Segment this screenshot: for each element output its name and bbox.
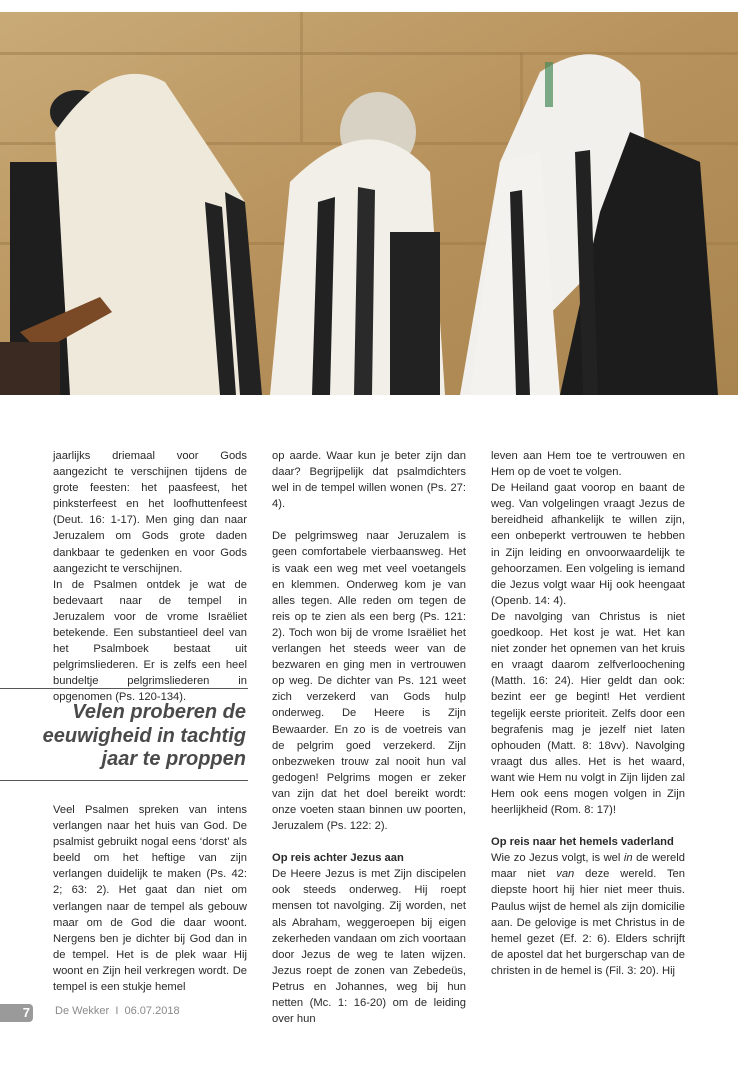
section-heading: Op reis achter Jezus aan: [272, 852, 404, 865]
paragraph: jaarlijks driemaal voor Gods aangezicht te verschijnen tijdens de grote feesten: het paasfeest, het pinksterfeest en het loofhuttenfeest (Deut. 16: 1-17). Men ging dan naar Jeruzalem om Gods grote daden dankbaar te gedenken en voor Gods aangezicht te verschijnen.: [53, 450, 247, 575]
column-1-top: [53, 448, 247, 706]
header-photo: [0, 12, 738, 395]
pull-quote-text: [6, 701, 246, 772]
paragraph: De Heiland gaat voorop en baant de weg. Van volgelingen vraagt Jezus de bereidheid afhankelijk te willen zijn, een onbeperkt vertrouwen te hebben in Zijn leiding en onvoorwaardelijk te gehoorzamen. Een volgeling is iemand die Jezus volgt waar Hij ook heengaat (Openb. 14: 4).: [491, 482, 685, 607]
pull-quote-line: Velen proberen de: [72, 701, 246, 723]
separator: I: [115, 1005, 119, 1017]
publication-info: [55, 1005, 180, 1017]
column-1-bottom: [53, 802, 247, 995]
pull-quote-line: jaar te proppen: [101, 748, 246, 770]
photo-western-wall-prayer-icon: [0, 12, 738, 395]
paragraph: Wie zo Jezus volgt, is wel in de wereld maar niet van deze wereld. Ten diepste hoort hij hier niet meer thuis. Paulus wijst de hemel als zijn domicilie aan. De gelovige is met Christus in de hemel gezet (Ef. 2: 6). Elders schrijft de apostel dat het burgerschap van de christen in de hemel is (Fil. 3: 20). Hij: [491, 852, 685, 977]
pull-quote: [0, 688, 248, 781]
column-3: [491, 448, 685, 979]
section-heading: Op reis naar het hemels vaderland: [491, 836, 674, 849]
paragraph: leven aan Hem toe te vertrouwen en Hem op de voet te volgen.: [491, 450, 685, 479]
publication-name: De Wekker: [55, 1005, 110, 1017]
pull-quote-line: eeuwigheid in tachtig: [42, 724, 246, 747]
page-number: 7: [0, 1004, 33, 1022]
paragraph: Veel Psalmen spreken van intens verlangen naar het huis van God. De psalmist gebruikt nogal eens ‘dorst’ als beeld om het heftige van zijn verlangen duidelijk te maken (Ps. 42: 2; 63: 2). Het gaat dan niet om verlangen naar de tempel als gebouw maar om de God die daar woont. Nergens ben je dichter bij God dan in de tempel. Het is de plek waar Hij woont en Zijn heil verkregen wordt. De tempel is een stukje hemel: [53, 804, 247, 994]
paragraph: De navolging van Christus is niet goedkoop. Het kost je wat. Het kan niet zonder het opnemen van het kruis en vraagt daarom zelfverloochening (Matth. 16: 24). Hier geldt dan ook: bezint eer ge begint! Het verdient tegelijk eerste prioriteit. Zelfs door een begrafenis mag je jezelf niet laten ophouden (Matt. 8: 18vv). Navolging vraagt dus alles. Het is het waard, want wie Hem nu volgt in Zijn lijden zal Hem ook eens mogen volgen in Zijn heerlijkheid (Rom. 8: 17)!: [491, 610, 685, 817]
paragraph: De pelgrimsweg naar Jeruzalem is geen comfortabele vierbaansweg. Het is vaak een weg met veel voetangels en klemmen. Onderweg kom je van alles tegen. Alle reden om tegen de reis op te zien als een berg (Ps. 121: 2). Toch won bij de vrome Israëliet het verlangen het steeds weer van de bezwaren en ging men in vertrouwen op weg. De dichter van Ps. 121 weet zich verzekerd van Gods hulp onderweg. De Heere is Zijn Bewaarder. En zo is de voetreis van de pelgrim goed verzekerd. Zijn onbezweken trouw zal nooit hun val gedogen! Pelgrims mogen er zeker van zijn dat het doel bereikt wordt: onze voeten staan binnen uw poorten, Jeruzalem (Ps. 122: 2).: [272, 530, 466, 833]
paragraph: In de Psalmen ontdek je wat de bedevaart naar de tempel in Jeruzalem voor de vrome Israëliet betekende. Een substantieel deel van het Psalmboek bestaat uit pelgrimsliederen. Er is zelfs een heel bundeltje pelgrimsliederen in opgenomen (Ps. 120-134).: [53, 578, 247, 704]
page-footer: [0, 1004, 400, 1022]
column-2: [272, 448, 466, 1027]
paragraph: op aarde. Waar kun je beter zijn dan daar? Begrijpelijk dat psalmdichters wel in de tempel willen wonen (Ps. 27: 4).: [272, 450, 466, 511]
paragraph: De Heere Jezus is met Zijn discipelen ook steeds onderweg. Hij roept mensen tot navolging. Zij worden, net als Abraham, weggeroepen bij eigen zekerheden vandaan om zich voortaan door Jezus de weg te laten wijzen. Jezus roept de zonen van Zebedeüs, Petrus en Johannes, weg bij hun netten (Mc. 1: 16-20) om de leiding over hun: [272, 868, 466, 1026]
publication-date: 06.07.2018: [124, 1005, 180, 1017]
